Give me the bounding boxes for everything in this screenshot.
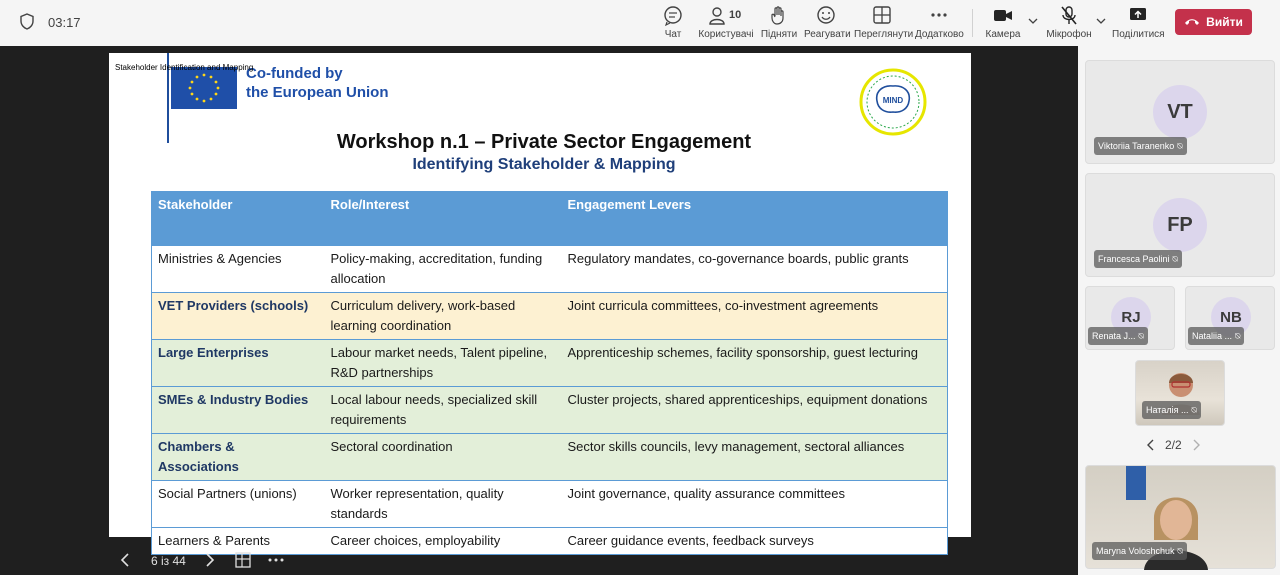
mic-off-icon: ⍉ <box>1177 140 1183 151</box>
participants-pager <box>1147 438 1200 452</box>
chat-icon <box>663 5 683 27</box>
participant-tile[interactable] <box>1085 173 1275 277</box>
participant-name: Nataliia ... <box>1192 331 1233 341</box>
avatar: VT <box>1153 85 1207 139</box>
participant-name-tag <box>1094 137 1187 155</box>
table-cell: Large Enterprises <box>152 340 325 387</box>
slide-navigation <box>0 546 330 574</box>
mic-off-icon: ⍉ <box>1172 253 1178 264</box>
meeting-timer: 03:17 <box>48 15 81 30</box>
microphone-button[interactable] <box>1046 5 1092 43</box>
next-slide-chevron-right-icon[interactable] <box>205 552 215 568</box>
previous-slide-chevron-left-icon[interactable] <box>120 552 130 568</box>
column-header: Engagement Levers <box>562 192 948 246</box>
view-label: Переглянути <box>854 29 914 40</box>
table-row <box>152 246 948 293</box>
table-cell: VET Providers (schools) <box>152 293 325 340</box>
participant-name-tag <box>1142 401 1201 419</box>
mic-off-icon <box>1059 5 1079 27</box>
mic-options-chevron-down-icon[interactable] <box>1096 16 1106 26</box>
participant-tile[interactable] <box>1085 60 1275 164</box>
table-cell: Local labour needs, specialized skill requirements <box>325 387 562 434</box>
stakeholder-table <box>151 191 948 555</box>
slide-title: Workshop n.1 – Private Sector Engagement <box>336 131 752 153</box>
share-screen-icon <box>1128 5 1148 27</box>
participant-name: Viktoriia Taranenko <box>1098 141 1175 151</box>
hand-icon <box>769 5 789 27</box>
table-cell: Cluster projects, shared apprenticeships, equipment donations <box>562 387 948 434</box>
shield-icon <box>20 13 34 30</box>
presentation-slide <box>109 53 971 548</box>
microphone-label: Мікрофон <box>1046 29 1092 40</box>
participant-name: Renata J... <box>1092 331 1136 341</box>
participant-name: Francesca Paolini <box>1098 254 1170 264</box>
more-label: Додатково <box>915 29 964 40</box>
camera-icon <box>992 5 1014 27</box>
table-cell: Social Partners (unions) <box>152 481 325 528</box>
shared-content-stage <box>0 46 1078 575</box>
mind-logo-text: MIND <box>882 96 904 105</box>
more-dots-icon <box>929 5 949 27</box>
participant-name-tag <box>1088 327 1148 345</box>
table-cell: Curriculum delivery, work-based learning coordination <box>325 293 562 340</box>
leave-label: Вийти <box>1206 15 1243 29</box>
share-label: Поділитися <box>1112 29 1165 40</box>
toolbar-divider <box>972 9 973 37</box>
table-row <box>152 434 948 481</box>
mind-logo-icon <box>853 67 933 137</box>
table-row <box>152 387 948 434</box>
people-button[interactable] <box>698 5 754 43</box>
slide-grid-icon[interactable] <box>235 552 251 568</box>
table-cell: Apprenticeship schemes, facility sponsorship, guest lecturing <box>562 340 948 387</box>
share-button[interactable] <box>1112 5 1164 43</box>
hang-up-phone-icon <box>1184 17 1200 27</box>
participant-name-tag <box>1094 250 1182 268</box>
avatar: FP <box>1153 198 1207 252</box>
eu-flag-icon <box>171 67 237 109</box>
people-label: Користувачі <box>698 29 754 40</box>
column-header: Role/Interest <box>325 192 562 246</box>
avatar: NB <box>1211 297 1251 337</box>
slide-page-counter: 6 із 44 <box>151 554 186 568</box>
view-button[interactable] <box>854 5 914 43</box>
previous-page-chevron-left-icon[interactable] <box>1147 439 1155 451</box>
table-cell: Labour market needs, Talent pipeline, R&D partnerships <box>325 340 562 387</box>
next-page-chevron-right-icon[interactable] <box>1192 439 1200 451</box>
slide-subtitle: Identifying Stakeholder & Mapping <box>412 156 676 173</box>
people-count: 10 <box>729 9 742 21</box>
chat-button[interactable] <box>656 5 690 43</box>
slide-caption: Stakeholder Identification and Mapping <box>115 63 254 72</box>
mic-off-icon: ⍉ <box>1138 330 1144 341</box>
participant-video-tile[interactable] <box>1135 360 1225 426</box>
smile-icon <box>816 5 836 27</box>
more-button[interactable] <box>915 5 963 43</box>
avatar: RJ <box>1111 297 1151 337</box>
table-cell: Learners & Parents <box>152 528 325 555</box>
table-cell: Sectoral coordination <box>325 434 562 481</box>
mic-off-icon: ⍉ <box>1191 404 1197 415</box>
table-cell: Joint governance, quality assurance committees <box>562 481 948 528</box>
eu-funding-line1: Co-funded by <box>246 65 343 82</box>
mic-off-icon: ⍉ <box>1235 330 1241 341</box>
table-cell: Career guidance events, feedback surveys <box>562 528 948 555</box>
pager-label: 2/2 <box>1165 438 1182 452</box>
table-cell: Chambers & Associations <box>152 434 325 481</box>
table-header-row <box>152 192 948 246</box>
participant-tile[interactable] <box>1185 286 1275 350</box>
people-icon <box>698 5 754 27</box>
eu-funding-line2: the European Union <box>246 84 389 101</box>
slide-more-icon[interactable] <box>267 554 285 566</box>
chat-label: Чат <box>664 29 682 40</box>
table-row <box>152 340 948 387</box>
meeting-toolbar <box>0 0 1280 46</box>
table-cell: Worker representation, quality standards <box>325 481 562 528</box>
table-cell: Regulatory mandates, co-governance boards, public grants <box>562 246 948 293</box>
table-cell: Sector skills councils, levy management, sectoral alliances <box>562 434 948 481</box>
react-label: Реагувати <box>804 29 851 40</box>
mic-off-icon: ⍉ <box>1177 545 1183 556</box>
table-row <box>152 481 948 528</box>
participant-tile[interactable] <box>1085 286 1175 350</box>
participant-name: Наталія ... <box>1146 405 1189 415</box>
table-cell: SMEs & Industry Bodies <box>152 387 325 434</box>
table-row <box>152 293 948 340</box>
table-cell: Policy-making, accreditation, funding allocation <box>325 246 562 293</box>
column-header: Stakeholder <box>152 192 325 246</box>
leave-button[interactable] <box>1175 9 1252 35</box>
table-cell: Joint curricula committees, co-investment agreements <box>562 293 948 340</box>
table-cell: Ministries & Agencies <box>152 246 325 293</box>
camera-label: Камера <box>985 29 1021 40</box>
participant-name-tag <box>1188 327 1244 345</box>
eu-funding-text <box>246 64 389 102</box>
self-video-tile[interactable] <box>1085 465 1276 569</box>
react-button[interactable] <box>804 5 851 43</box>
participant-name: Maryna Voloshchuk <box>1096 546 1175 556</box>
table-cell: Career choices, employability <box>325 528 562 555</box>
camera-button[interactable] <box>984 5 1022 43</box>
grid-view-icon <box>872 5 892 27</box>
raise-hand-button[interactable] <box>760 5 798 43</box>
participant-name-tag <box>1092 542 1187 560</box>
raise-hand-label: Підняти <box>760 29 798 40</box>
camera-options-chevron-down-icon[interactable] <box>1028 16 1038 26</box>
